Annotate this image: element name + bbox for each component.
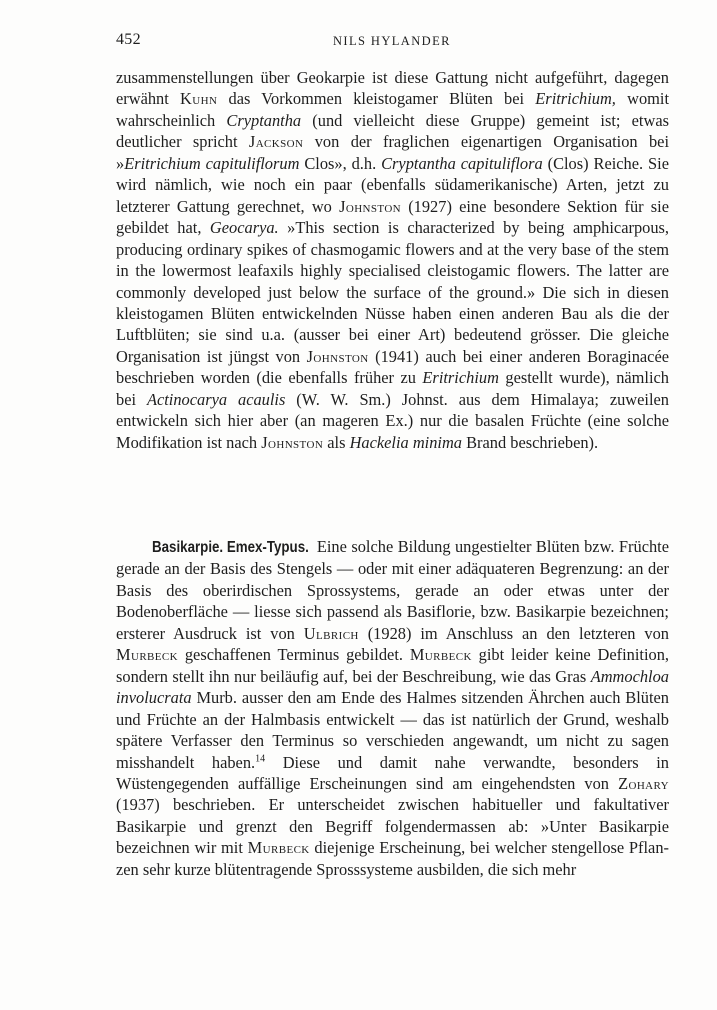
author-name: Johnston: [339, 196, 402, 216]
page-number: 452: [116, 31, 141, 48]
text-run: (1941) auch bei einer anderen Boraginacée beschrieben worden (die ebenfalls früher zu: [116, 346, 669, 388]
author-name: Ulbrich: [303, 623, 359, 643]
text-run: Eine solche Bildung ungestielter Blüten bzw. Früchte gerade an der Basis des Stengels — oder mit einer adäquateren Begrenzung: an der Basis des oberirdischen Sprossystems, gerade an oder etwas unter der Bodenoberfläche — liesse sich passend als Basiflorie, bzw. Basikarpie bezeichnen; ersterer Ausdruck ist von: [116, 537, 669, 643]
text-run: diejenige Erscheinung, bei welcher stengellose Pflanzen sehr kurze blütentragende Sprosssysteme ausbilden, die sich mehr: [116, 838, 669, 879]
taxon-name: Ammochloa involucrata: [116, 666, 669, 708]
taxon-name: Geocarya.: [209, 218, 279, 238]
author-name: Johnston: [261, 432, 324, 452]
paragraph-basikarpie: [116, 536, 669, 880]
text-run: gestellt wurde), nämlich bei: [116, 368, 669, 409]
text-run: als: [323, 432, 350, 452]
author-name: Murbeck: [116, 645, 178, 665]
text-run: gibt leider keine Definition, sondern stellt ihn nur beiläufig auf, bei der Beschreibung, wie das Gras: [116, 645, 669, 686]
author-name: Johnston: [306, 346, 369, 366]
taxon-name: Hackelia minima: [349, 432, 463, 452]
text-run: »This section is characterized by being amphicarpous, producing ordinary spikes of chasmogamic flowers and at the very base of the stem in the lowermost leafaxils highly specialised cleistogamic flowers. The latter are commonly developed just below the surface of the ground.» Die sich in diesen kleistogamen Blüten entwickelnden Nüsse haben einen anderen Bau als die der Luftblüten; sie sind u.a. (ausser bei einer Art) bedeutend grösser. Die gleiche Organisation ist jüngst von: [116, 218, 670, 366]
text-run: (und vielleicht diese Gruppe) gemeint ist; etwas deutlicher spricht: [116, 110, 669, 152]
taxon-name: Eritrichium: [422, 368, 499, 388]
author-name: Murbeck: [247, 838, 310, 858]
text-run: (1937) beschrieben. Er unterscheidet zwischen habitueller und fakultativer Basikarpie und grenzt den Begriff folgendermassen ab: »Unter Basikarpie bezeichnen wir mit: [116, 795, 669, 858]
author-name: Zohary: [618, 773, 669, 793]
text-run: (1927) eine besondere Sektion für sie gebildet hat,: [116, 196, 669, 238]
text-run: (1928) im Anschluss an den letzteren von: [358, 623, 669, 643]
text-run: (W. W. Sm.) Johnst. aus dem Himalaya; zuweilen entwickeln sich hier aber (an mageren Ex.) nur die basalen Früchte (eine solche Modifikation ist nach: [116, 389, 670, 452]
text-run: Brand beschrieben).: [462, 432, 599, 452]
taxon-name: Actinocarya acaulis: [146, 389, 286, 409]
text-run: (Clos) Reiche. Sie wird nämlich, wie noch ein paar (ebenfalls südamerikanische) Arten, jetzt zu letzterer Gattung gerechnet, wo: [116, 153, 669, 216]
text-run: Diese und damit nahe verwandte, besonders in Wüstengegenden auffällige Erscheinungen sind am eingehendsten von: [116, 752, 669, 793]
author-name: Kuhn: [180, 89, 218, 109]
author-name: Jackson: [248, 132, 304, 152]
taxon-name: Cryptantha capituliflora: [381, 153, 543, 173]
author-name: Murbeck: [409, 645, 472, 665]
section-heading: Basikarpie. Emex-Typus.: [152, 539, 309, 556]
footnote-ref: 14: [255, 753, 266, 765]
text-run: Murb. ausser den am Ende des Halmes sitzenden Ährchen auch Blüten und Früchte an der Halmbasis entwickelt — das ist natürlich der Grund, weshalb spätere Verfasser den Terminus so verschieden angewandt, um nicht zu sagen misshandelt haben.: [116, 688, 669, 772]
taxon-name: Eritrichium,: [535, 89, 616, 109]
text-run: von der fraglichen eigenartigen Organisation bei »: [116, 132, 669, 173]
text-run: geschaffenen Terminus gebildet.: [178, 645, 410, 665]
paragraph-geokarpie: [116, 67, 669, 453]
taxon-name: Cryptantha: [226, 110, 302, 130]
running-head: NILS HYLANDER: [333, 34, 451, 48]
taxon-name: Eritrichium capituliflorum: [124, 153, 300, 173]
text-run: womit wahrscheinlich: [116, 89, 669, 130]
text-run: zusammenstellungen über Geokarpie ist diese Gattung nicht aufgeführt, dagegen erwähnt: [116, 68, 669, 109]
text-run: Clos», d.h.: [299, 153, 382, 173]
text-run: das Vorkommen kleistogamer Blüten bei: [217, 89, 536, 109]
